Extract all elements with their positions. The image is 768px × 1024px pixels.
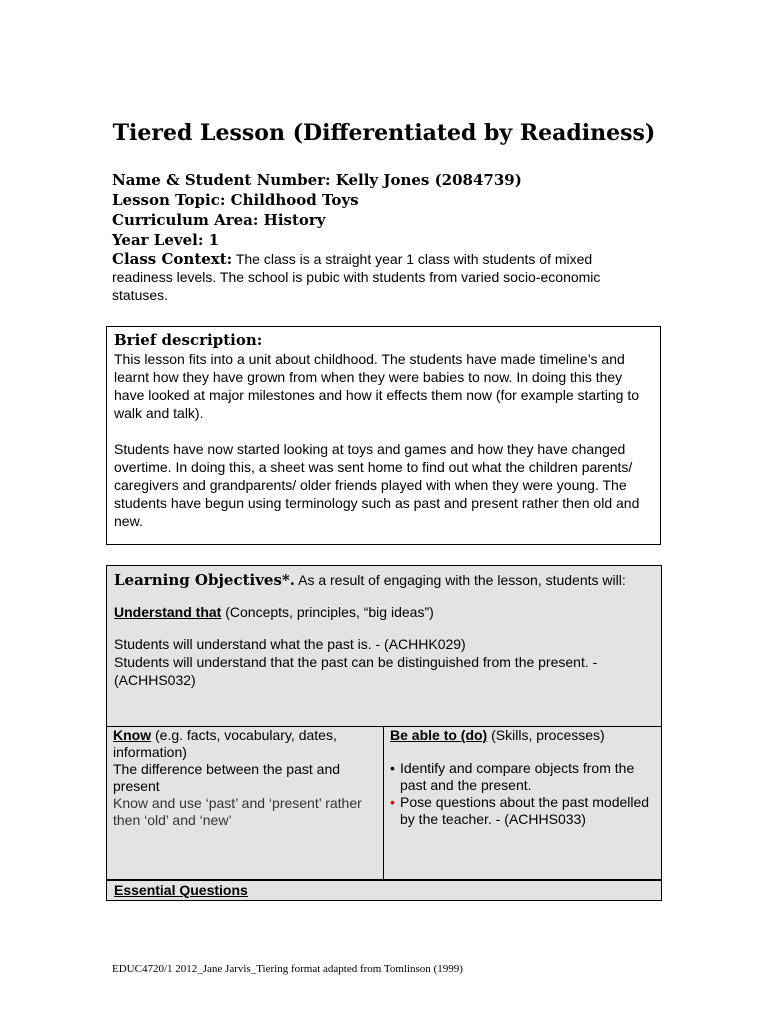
- list-item-text: Identify and compare objects from the past and the present.: [400, 760, 635, 793]
- brief-paragraph-1: This lesson fits into a unit about childhood. The students have made timeline’s and learnt how they have grown from when they were babies to now. In doing this they have looked at major milestones and how it effects them now (for example starting to walk and talk).: [114, 351, 640, 421]
- understand-note: (Concepts, principles, “big ideas”): [221, 604, 434, 620]
- understand-item: Students will understand that the past can be distinguished from the present. - (ACHHS032): [114, 654, 598, 688]
- objectives-understand-cell: [107, 566, 661, 727]
- bullet-icon: •: [390, 794, 395, 810]
- lesson-header: [112, 170, 652, 304]
- list-item-text: Pose questions about the past modelled by the teacher. - (ACHHS033): [400, 794, 650, 827]
- class-context-label: Class Context:: [112, 250, 233, 268]
- essential-questions-label: Essential Questions: [107, 881, 661, 899]
- class-context-text: The class is a straight year 1 class with students of mixed readiness levels. The school is pubic with students from varied socio-economic statuses.: [112, 251, 601, 303]
- able-to-do-label: Be able to (do): [390, 727, 488, 743]
- year-line: Year Level: 1: [112, 231, 220, 249]
- able-to-do-cell: [384, 727, 661, 879]
- objectives-label: Learning Objectives*.: [114, 571, 295, 589]
- curriculum-line: Curriculum Area: History: [112, 211, 326, 229]
- objectives-intro: As a result of engaging with the lesson, students will:: [295, 572, 626, 588]
- page-footer: EDUC4720/1 2012_Jane Jarvis_Tiering format adapted from Tomlinson (1999): [112, 963, 463, 975]
- know-label: Know: [113, 727, 152, 743]
- name-line: Name & Student Number: Kelly Jones (2084739): [112, 171, 522, 189]
- understand-items: [114, 635, 654, 689]
- page-title: Tiered Lesson (Differentiated by Readiness): [112, 120, 656, 146]
- learning-objectives-table: [106, 565, 662, 901]
- objectives-heading: [114, 570, 654, 590]
- brief-description-heading: Brief description:: [114, 331, 263, 349]
- brief-paragraph-2: Students have now started looking at toys and games and how they have changed overtime. In doing this, a sheet was sent home to find out what the children parents/ caregivers and grandparents/ older friends played with when they were young. The students have begun using terminology such as past and present rather then old and new.: [114, 441, 640, 529]
- know-heading: [113, 727, 377, 761]
- class-context: [112, 250, 652, 304]
- understand-item: Students will understand what the past is. - (ACHHK029): [114, 636, 466, 652]
- brief-description-box: [106, 326, 661, 545]
- know-cell: [107, 727, 384, 879]
- able-to-do-list: [390, 760, 655, 828]
- able-to-do-note: (Skills, processes): [487, 727, 605, 743]
- know-do-row: [107, 727, 661, 881]
- list-item: [390, 794, 655, 828]
- topic-line: Lesson Topic: Childhood Toys: [112, 191, 359, 209]
- know-item: Know and use ‘past’ and ‘present’ rather then ‘old’ and ‘new’: [113, 795, 362, 828]
- list-item: [390, 760, 655, 794]
- know-note: (e.g. facts, vocabulary, dates, information): [113, 727, 337, 760]
- know-item: The difference between the past and present: [113, 761, 341, 794]
- understand-heading: [114, 603, 654, 621]
- bullet-icon: •: [390, 760, 395, 776]
- able-to-do-heading: [390, 727, 655, 744]
- understand-label: Understand that: [114, 604, 222, 620]
